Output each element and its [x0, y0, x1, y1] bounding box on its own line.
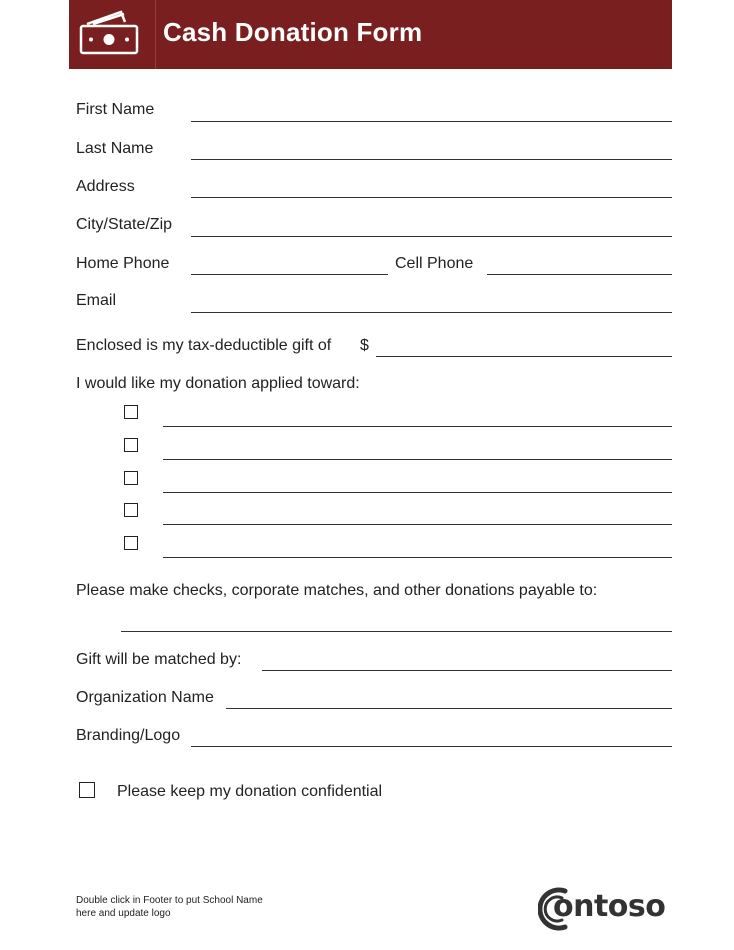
address-label: Address [76, 178, 135, 195]
gift-label: Enclosed is my tax-deductible gift of [76, 337, 332, 354]
page-title: Cash Donation Form [163, 17, 423, 47]
last-name-field[interactable] [191, 159, 672, 160]
payable-to-label: Please make checks, corporate matches, and other donations payable to: [76, 582, 598, 599]
cell-phone-field[interactable] [487, 274, 672, 275]
footer-note-line2: here and update logo [76, 908, 171, 919]
donation-option-checkbox[interactable] [124, 405, 138, 419]
email-field[interactable] [191, 312, 672, 313]
payable-to-field[interactable] [121, 631, 672, 632]
city-state-zip-label: City/State/Zip [76, 216, 173, 233]
cell-phone-label: Cell Phone [395, 255, 474, 272]
donation-option-checkbox[interactable] [124, 503, 138, 517]
logo-text: ontoso [553, 889, 666, 924]
confidential-checkbox[interactable] [79, 782, 95, 798]
footer-note-line1: Double click in Footer to put School Name [76, 895, 263, 906]
home-phone-field[interactable] [191, 274, 388, 275]
cash-bill-icon [69, 0, 155, 69]
donation-option-field[interactable] [163, 459, 672, 460]
matched-by-label: Gift will be matched by: [76, 651, 242, 668]
home-phone-label: Home Phone [76, 255, 170, 272]
donation-option-field[interactable] [163, 524, 672, 525]
last-name-label: Last Name [76, 140, 154, 157]
donation-applied-label: I would like my donation applied toward: [76, 375, 360, 392]
first-name-label: First Name [76, 101, 155, 118]
donation-option-checkbox[interactable] [124, 471, 138, 485]
donation-option-field[interactable] [163, 557, 672, 558]
organization-name-label: Organization Name [76, 689, 214, 706]
donation-option-checkbox[interactable] [124, 438, 138, 452]
form-header [69, 0, 672, 69]
matched-by-field[interactable] [262, 670, 672, 671]
confidential-label: Please keep my donation confidential [117, 783, 383, 800]
donation-option-checkbox[interactable] [124, 536, 138, 550]
organization-name-field[interactable] [226, 708, 672, 709]
branding-logo-label: Branding/Logo [76, 727, 181, 744]
footer-note [76, 894, 296, 920]
address-field[interactable] [191, 197, 672, 198]
city-state-zip-field[interactable] [191, 236, 672, 237]
gift-amount-field[interactable] [376, 356, 672, 357]
donation-option-field[interactable] [163, 426, 672, 427]
branding-logo-field[interactable] [191, 746, 672, 747]
currency-symbol: $ [360, 337, 369, 354]
first-name-field[interactable] [191, 121, 672, 122]
header-icon-box [69, 0, 156, 69]
email-label: Email [76, 292, 117, 309]
donation-option-field[interactable] [163, 492, 672, 493]
